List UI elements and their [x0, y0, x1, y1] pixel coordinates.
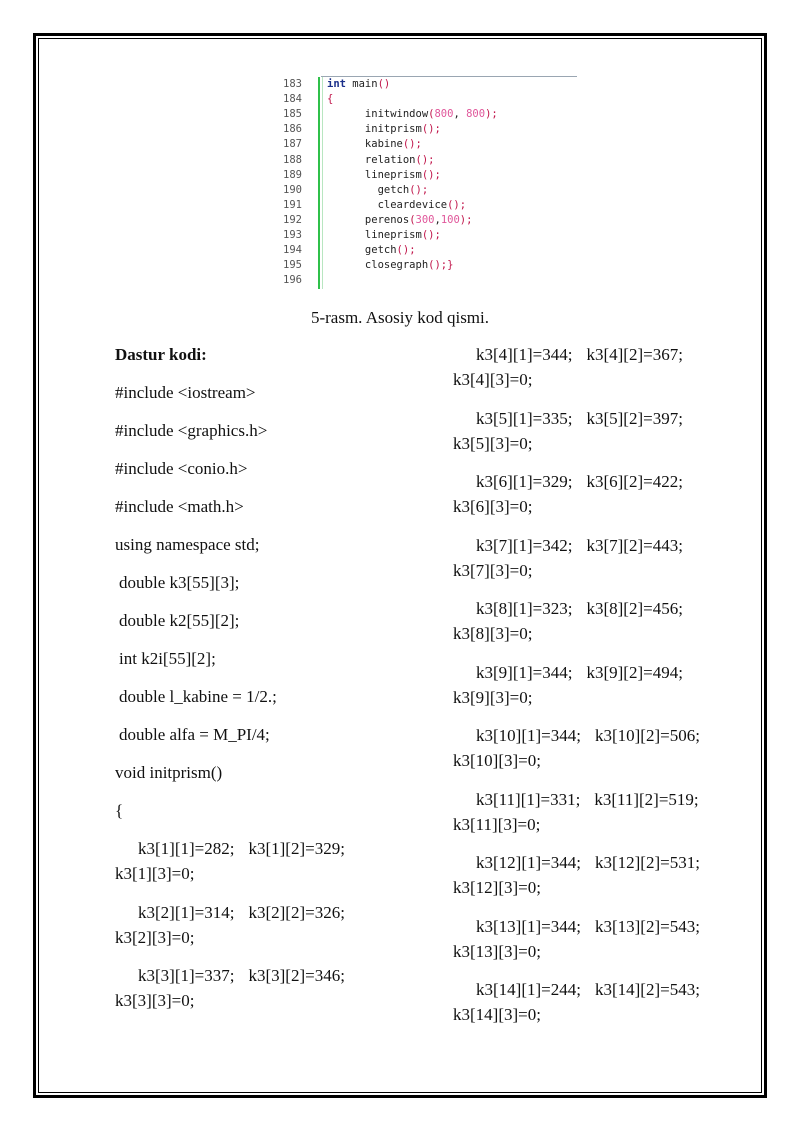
line-number: 188 — [283, 153, 302, 166]
assignment: k3[9][3]=0; — [453, 687, 533, 707]
assignment-group — [115, 900, 435, 964]
assignment: k3[8][3]=0; — [453, 624, 533, 643]
assignment: k3[13][2]=543; — [594, 916, 700, 936]
line-number: 196 — [283, 274, 302, 287]
code-screenshot — [279, 73, 581, 291]
assignment: k3[6][3]=0; — [453, 497, 533, 516]
right-assignment-pairs — [453, 342, 743, 1041]
assignment: k3[7][2]=443; — [586, 535, 683, 555]
assignment: k3[8][1]=323; — [476, 599, 573, 618]
assignment: k3[2][3]=0; — [115, 927, 195, 947]
line-number: 186 — [283, 123, 302, 136]
code-statement: double k2[55][2]; — [119, 611, 240, 630]
assignment-group — [453, 850, 743, 914]
assignment: k3[4][3]=0; — [453, 370, 533, 389]
assignment-group — [453, 723, 743, 787]
assignment: k3[8][2]=456; — [586, 599, 683, 618]
line-number: 195 — [283, 259, 302, 272]
assignment: k3[2][2]=326; — [248, 902, 345, 922]
code-statement: #include <math.h> — [115, 497, 244, 516]
left-code-lines — [115, 380, 435, 836]
line-number: 190 — [283, 183, 302, 196]
code-statement: double l_kabine = 1/2.; — [119, 687, 277, 706]
code-text: getch(); — [327, 244, 416, 257]
assignment: k3[11][3]=0; — [453, 814, 541, 834]
assignment: k3[1][3]=0; — [115, 864, 195, 883]
code-statement: #include <conio.h> — [115, 459, 248, 478]
assignment: k3[6][2]=422; — [586, 472, 683, 491]
assignment: k3[3][3]=0; — [115, 991, 195, 1010]
section-heading: Dastur kodi: — [115, 345, 207, 364]
code-statement: { — [115, 801, 124, 820]
assignment: k3[14][1]=244; — [476, 980, 581, 999]
assignment: k3[7][3]=0; — [453, 560, 533, 580]
assignment: k3[12][2]=531; — [594, 853, 700, 872]
assignment: k3[4][2]=367; — [586, 345, 683, 364]
assignment: k3[12][3]=0; — [453, 878, 541, 897]
assignment-group — [115, 836, 435, 900]
assignment-group — [453, 533, 743, 597]
code-statement: #include <graphics.h> — [115, 421, 268, 440]
assignment: k3[9][2]=494; — [586, 662, 683, 682]
code-text: kabine(); — [327, 138, 422, 151]
assignment: k3[14][3]=0; — [453, 1005, 541, 1024]
assignment-group — [453, 914, 743, 978]
code-text: closegraph();} — [327, 259, 454, 272]
assignment-group — [453, 596, 743, 660]
line-number: 187 — [283, 138, 302, 151]
assignment: k3[5][2]=397; — [586, 408, 683, 428]
assignment: k3[14][2]=543; — [594, 980, 700, 999]
left-column — [115, 342, 435, 1027]
right-column — [453, 342, 743, 1041]
line-number: 191 — [283, 198, 302, 211]
code-text: { — [327, 93, 334, 106]
assignment-group — [453, 787, 743, 851]
code-text: cleardevice(); — [327, 198, 467, 211]
code-statement: #include <iostream> — [115, 383, 256, 402]
assignment: k3[1][1]=282; — [138, 839, 235, 858]
assignment: k3[12][1]=344; — [476, 853, 581, 872]
code-text: perenos(300,100); — [327, 213, 473, 226]
line-number: 183 — [283, 78, 302, 90]
code-statement: using namespace std; — [115, 535, 260, 554]
code-text: initprism(); — [327, 123, 441, 136]
left-assignment-pairs — [115, 836, 435, 1027]
assignment: k3[9][1]=344; — [476, 662, 573, 682]
assignment: k3[13][1]=344; — [476, 916, 581, 936]
assignment-group — [453, 469, 743, 533]
line-number: 185 — [283, 108, 302, 121]
assignment: k3[11][1]=331; — [476, 789, 581, 809]
line-number: 189 — [283, 168, 302, 181]
code-statement: int k2i[55][2]; — [119, 649, 216, 668]
assignment-group — [453, 406, 743, 470]
code-text: lineprism(); — [327, 229, 441, 241]
assignment: k3[10][2]=506; — [594, 726, 700, 745]
assignment: k3[2][1]=314; — [138, 902, 235, 922]
line-number: 192 — [283, 213, 302, 226]
assignment: k3[11][2]=519; — [594, 789, 699, 809]
code-statement: double alfa = M_PI/4; — [119, 725, 270, 744]
assignment: k3[1][2]=329; — [248, 839, 345, 858]
assignment: k3[3][2]=346; — [248, 966, 345, 985]
code-text: relation(); — [327, 153, 435, 166]
assignment-group — [115, 963, 435, 1027]
line-number: 194 — [283, 244, 302, 257]
assignment: k3[3][1]=337; — [138, 966, 235, 985]
code-statement: double k3[55][3]; — [119, 573, 240, 592]
code-text: getch(); — [327, 183, 429, 196]
code-text: lineprism(); — [327, 168, 441, 181]
assignment-group — [453, 977, 743, 1041]
line-number: 193 — [283, 229, 302, 241]
code-statement: void initprism() — [115, 763, 223, 782]
assignment-group — [453, 342, 743, 406]
assignment: k3[5][3]=0; — [453, 433, 533, 453]
assignment: k3[13][3]=0; — [453, 941, 541, 961]
line-number: 184 — [283, 93, 302, 106]
assignment: k3[4][1]=344; — [476, 345, 573, 364]
assignment: k3[10][3]=0; — [453, 751, 541, 770]
code-text: initwindow(800, 800); — [327, 108, 498, 121]
change-gutter-bar-light — [322, 77, 323, 289]
code-text: int main() — [327, 78, 391, 90]
figure-caption: 5-rasm. Asosiy kod qismi. — [310, 308, 490, 327]
assignment: k3[7][1]=342; — [476, 535, 573, 555]
assignment: k3[6][1]=329; — [476, 472, 573, 491]
assignment-group — [453, 660, 743, 724]
change-gutter-bar — [318, 77, 320, 289]
assignment: k3[5][1]=335; — [476, 408, 573, 428]
assignment: k3[10][1]=344; — [476, 726, 581, 745]
